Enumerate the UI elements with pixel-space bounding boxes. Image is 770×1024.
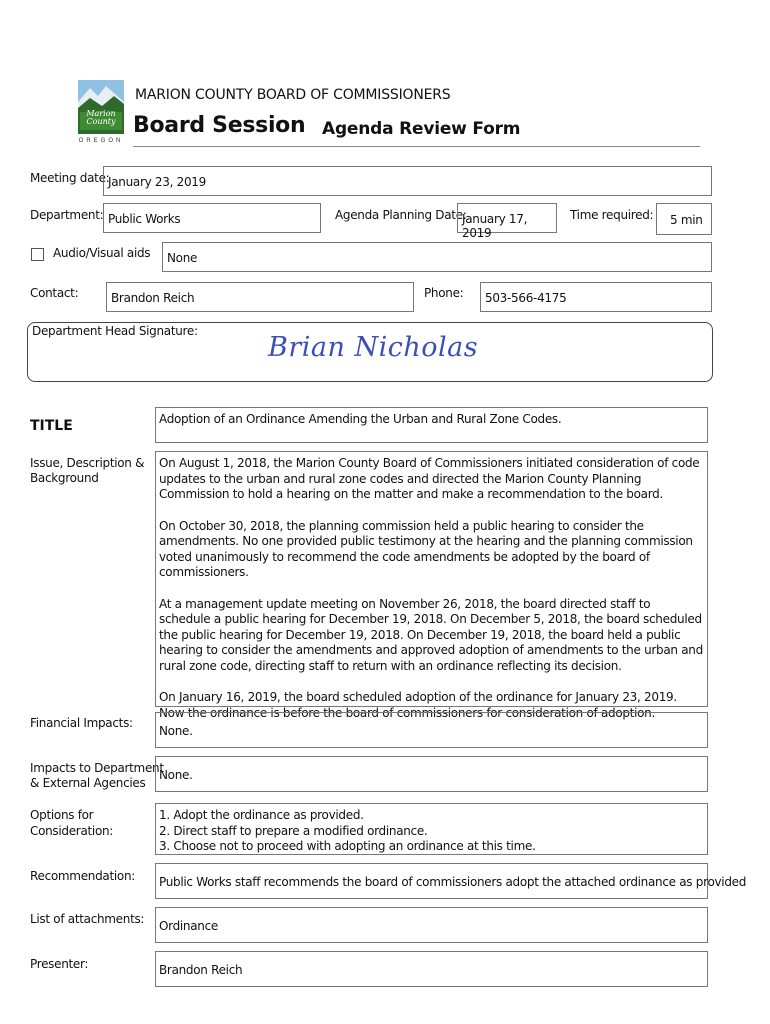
title-label: TITLE xyxy=(30,418,73,434)
presenter-field[interactable] xyxy=(155,951,708,987)
financial-field[interactable] xyxy=(155,712,708,748)
impacts-field[interactable] xyxy=(155,756,708,792)
issue-paragraph: On January 16, 2019, the board scheduled adoption of the ordinance for January 23, 2019. Now the ordinance is before the board of commissioners for consideration of adoption. xyxy=(159,690,677,720)
av-checkbox[interactable] xyxy=(31,248,44,261)
recommendation-field[interactable] xyxy=(155,863,747,899)
contact-value: Brandon Reich xyxy=(111,291,195,305)
time-required-field[interactable] xyxy=(656,203,712,235)
presenter-value: Brandon Reich xyxy=(159,963,243,977)
financial-label: Financial Impacts: xyxy=(30,716,133,730)
form-title-main: Board Session xyxy=(133,113,306,138)
issue-field[interactable] xyxy=(155,451,708,720)
title-field[interactable] xyxy=(155,407,708,443)
av-value: None xyxy=(167,251,198,265)
option-item: 3. Choose not to proceed with adopting an ordinance at this time. xyxy=(159,839,536,853)
form-title-sub: Agenda Review Form xyxy=(322,119,521,139)
county-logo xyxy=(76,78,126,148)
attachments-value: Ordinance xyxy=(159,919,218,933)
meeting-date-label: Meeting date: xyxy=(30,171,110,185)
attachments-label: List of attachments: xyxy=(30,912,145,926)
logo-emblem-icon xyxy=(76,78,126,136)
signature-label: Department Head Signature: xyxy=(32,324,198,338)
phone-field[interactable] xyxy=(480,282,712,312)
attachments-field[interactable] xyxy=(155,907,708,943)
agenda-planning-field[interactable] xyxy=(457,203,557,240)
agenda-planning-value: January 17, 2019 xyxy=(462,212,528,240)
av-field[interactable] xyxy=(162,242,712,272)
phone-label: Phone: xyxy=(424,286,464,300)
logo-text: Marion County xyxy=(86,109,116,126)
department-label: Department: xyxy=(30,208,104,222)
logo-state: OREGON xyxy=(78,138,124,144)
issue-paragraph: On August 1, 2018, the Marion County Board of Commissioners initiated consideration of code updates to the urban and rural zone codes and directed the Marion County Planning Commission to hold a hearing on the matter and make a recommendation to the board. xyxy=(159,456,700,501)
issue-label-line-2: Background xyxy=(30,471,99,485)
impacts-value: None. xyxy=(159,768,193,782)
impacts-label-line-2: & External Agencies xyxy=(30,776,146,790)
department-field[interactable] xyxy=(103,203,321,233)
time-required-label: Time required: xyxy=(570,208,654,222)
options-label-line-2: Consideration: xyxy=(30,824,114,838)
header-rule xyxy=(133,146,700,147)
time-required-value: 5 min xyxy=(670,213,703,227)
impacts-label-line-1: Impacts to Department xyxy=(30,761,164,775)
agenda-planning-label: Agenda Planning Date: xyxy=(335,208,467,222)
option-item: 2. Direct staff to prepare a modified ordinance. xyxy=(159,823,428,838)
issue-label-line-1: Issue, Description & xyxy=(30,456,145,470)
presenter-label: Presenter: xyxy=(30,957,89,971)
title-value: Adoption of an Ordinance Amending the Urban and Rural Zone Codes. xyxy=(159,412,562,426)
meeting-date-field[interactable] xyxy=(103,166,712,196)
signature: Brian Nicholas xyxy=(268,332,479,363)
org-name: MARION COUNTY BOARD OF COMMISSIONERS xyxy=(135,87,451,103)
department-value: Public Works xyxy=(108,212,181,226)
phone-value: 503-566-4175 xyxy=(485,291,567,305)
contact-label: Contact: xyxy=(30,286,79,300)
recommendation-label: Recommendation: xyxy=(30,869,135,883)
option-item: 1. Adopt the ordinance as provided. xyxy=(159,808,364,822)
contact-field[interactable] xyxy=(106,282,414,312)
issue-paragraph: At a management update meeting on November 26, 2018, the board directed staff to schedule a public hearing for December 19, 2018. On December 5, 2018, the board scheduled the public hearing for December 19, 2018. On December 19, 2018, the board held a public hearing to consider the amendments and approved adoption of amendments to the urban and rural zone code, directing staff to return with an ordinance reflecting its decision. xyxy=(159,596,703,673)
av-label: Audio/Visual aids xyxy=(53,246,151,260)
meeting-date-value: January 23, 2019 xyxy=(108,175,206,189)
options-field[interactable] xyxy=(155,803,708,855)
recommendation-value: Public Works staff recommends the board of commissioners adopt the attached ordinance as provided xyxy=(159,875,747,889)
financial-value: None. xyxy=(159,724,193,738)
issue-paragraph: On October 30, 2018, the planning commission held a public hearing to consider the amendments. No one provided public testimony at the hearing and the planning commission voted unanimously to recommend the code amendments be adopted by the board of commissioners. xyxy=(159,518,693,579)
options-label-line-1: Options for xyxy=(30,808,94,822)
